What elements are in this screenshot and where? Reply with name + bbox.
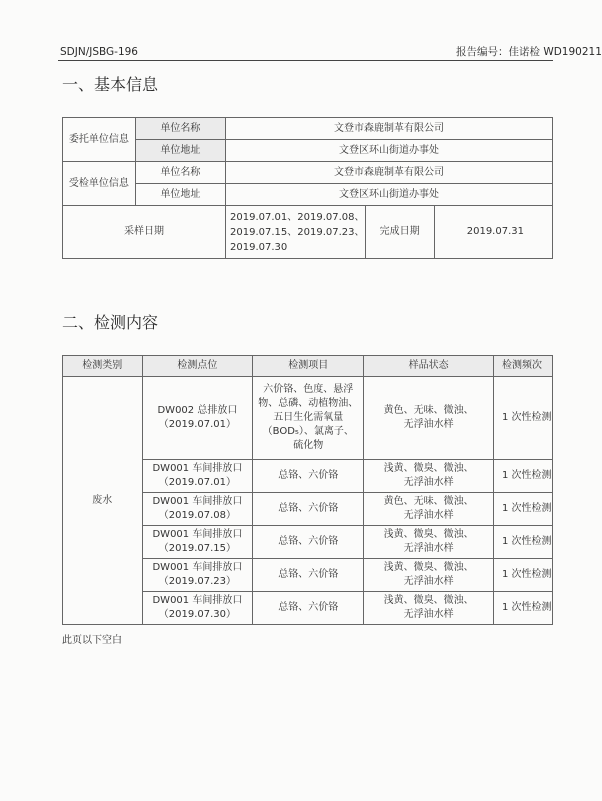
tested-name-label: 单位名称 [135, 162, 225, 184]
report-number: 报告编号：佳诺检 WD190211 [456, 46, 602, 58]
col-header-items: 检测项目 [253, 356, 364, 377]
blank-below-note: 此页以下空白 [62, 635, 122, 646]
client-name-value: 文登市森鹿制革有限公司 [226, 118, 553, 140]
sample-state: 黄色、无味、微浊、 无浮油水样 [364, 493, 494, 526]
test-frequency: 1 次性检测 [493, 592, 552, 625]
sample-state: 浅黄、微臭、微浊、 无浮油水样 [364, 460, 494, 493]
test-items: 总铬、六价铬 [253, 559, 364, 592]
completion-date-value: 2019.07.31 [434, 206, 552, 259]
test-point: DW001 车间排放口 （2019.07.15） [142, 526, 253, 559]
test-point: DW001 车间排放口 （2019.07.08） [142, 493, 253, 526]
test-point: DW002 总排放口 （2019.07.01） [142, 377, 253, 460]
tested-info-label: 受检单位信息 [63, 162, 136, 206]
test-items: 六价铬、色度、悬浮 物、总磷、动植物油、 五日生化需氧量 （BOD₅）、氯离子、 硫化物 [253, 377, 364, 460]
table-row [63, 377, 553, 460]
sample-state: 浅黄、微臭、微浊、 无浮油水样 [364, 559, 494, 592]
test-point: DW001 车间排放口 （2019.07.30） [142, 592, 253, 625]
category-wastewater: 废水 [63, 377, 143, 625]
sampling-dates: 2019.07.01、2019.07.08、 2019.07.15、2019.07.23、 2019.07.30 [226, 206, 366, 259]
sample-state: 黄色、无味、微浊、 无浮油水样 [364, 377, 494, 460]
test-point: DW001 车间排放口 （2019.07.23） [142, 559, 253, 592]
section-title-test-content: 二、检测内容 [62, 313, 159, 332]
sample-state: 浅黄、微臭、微浊、 无浮油水样 [364, 592, 494, 625]
test-items: 总铬、六价铬 [253, 526, 364, 559]
sampling-date-label: 采样日期 [63, 206, 226, 259]
test-frequency: 1 次性检测 [493, 493, 552, 526]
test-content-table [62, 355, 553, 625]
test-point: DW001 车间排放口 （2019.07.01） [142, 460, 253, 493]
client-name-label: 单位名称 [135, 118, 225, 140]
sample-state: 浅黄、微臭、微浊、 无浮油水样 [364, 526, 494, 559]
test-items: 总铬、六价铬 [253, 460, 364, 493]
basic-info-table [62, 117, 553, 259]
section-title-basic-info: 一、基本信息 [62, 75, 159, 94]
test-items: 总铬、六价铬 [253, 493, 364, 526]
tested-addr-label: 单位地址 [135, 184, 225, 206]
test-frequency: 1 次性检测 [493, 460, 552, 493]
tested-addr-value: 文登区环山街道办事处 [226, 184, 553, 206]
col-header-frequency: 检测频次 [493, 356, 552, 377]
col-header-point: 检测点位 [142, 356, 253, 377]
tested-name-value: 文登市森鹿制革有限公司 [226, 162, 553, 184]
test-frequency: 1 次性检测 [493, 526, 552, 559]
client-addr-value: 文登区环山街道办事处 [226, 140, 553, 162]
client-info-label: 委托单位信息 [63, 118, 136, 162]
test-frequency: 1 次性检测 [493, 559, 552, 592]
test-items: 总铬、六价铬 [253, 592, 364, 625]
client-addr-label: 单位地址 [135, 140, 225, 162]
test-frequency: 1 次性检测 [493, 377, 552, 460]
doc-code: SDJN/JSBG-196 [60, 46, 138, 58]
completion-date-label: 完成日期 [365, 206, 434, 259]
col-header-category: 检测类别 [63, 356, 143, 377]
page-header [58, 44, 602, 61]
col-header-state: 样品状态 [364, 356, 494, 377]
